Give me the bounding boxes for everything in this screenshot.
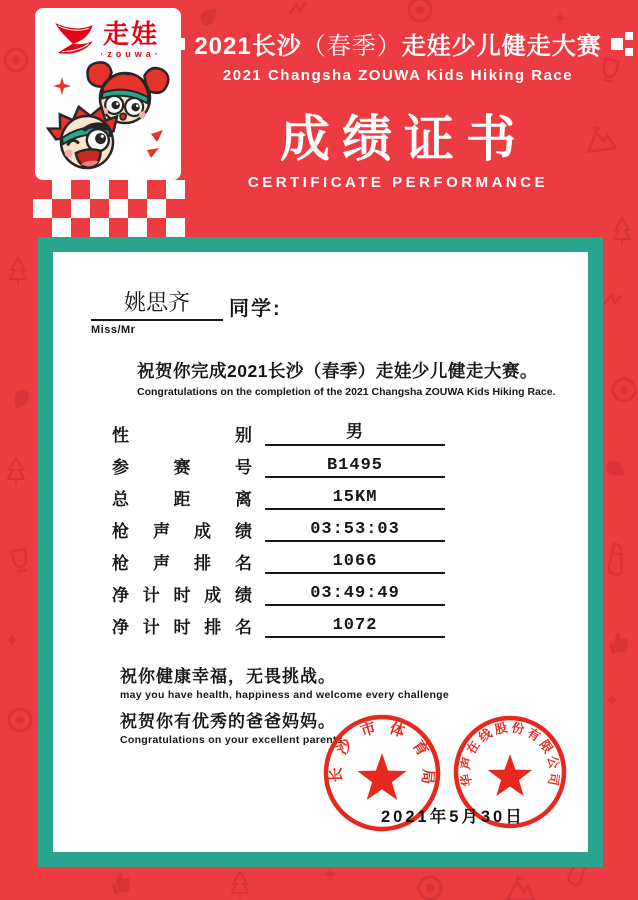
field-label: 参赛号 xyxy=(112,458,252,477)
congratulations-block xyxy=(137,358,588,398)
mascot-faces-icon xyxy=(35,56,181,180)
brand-name-en: ·zouwa· xyxy=(100,49,162,59)
pixel-squares-right-icon xyxy=(611,30,633,58)
event-title-row xyxy=(172,26,624,61)
field-value: 1066 xyxy=(265,552,445,574)
field-row xyxy=(112,542,588,574)
checker-cell xyxy=(71,199,90,218)
star-icon xyxy=(488,754,532,796)
field-label: 净计时成绩 xyxy=(112,586,252,605)
checker-cell xyxy=(128,199,147,218)
field-value: 03:53:03 xyxy=(265,520,445,542)
checker-cell xyxy=(109,180,128,199)
congratulations-cn: 祝贺你完成2021长沙（春季）走娃少儿健走大赛。 xyxy=(137,361,538,381)
field-label: 性别 xyxy=(112,426,252,445)
checkerboard-decor xyxy=(33,180,185,237)
zouwa-logo-icon xyxy=(54,21,94,57)
header xyxy=(172,26,624,191)
checker-cell xyxy=(147,180,166,199)
certificate-body xyxy=(53,252,588,852)
certificate-frame xyxy=(38,237,603,867)
checker-cell xyxy=(90,199,109,218)
field-label: 枪声排名 xyxy=(112,554,252,573)
checker-cell xyxy=(147,218,166,237)
recipient-suffix: 同学: xyxy=(229,298,282,320)
field-label: 净计时排名 xyxy=(112,618,252,637)
svg-text:华声在线股份有限公司: 华声在线股份有限公司 xyxy=(458,720,562,788)
field-row xyxy=(112,510,588,542)
wish-cn: 祝贺你有优秀的爸爸妈妈。 xyxy=(120,712,336,731)
recipient-name: 姚思齐 xyxy=(91,286,223,321)
svg-text:长沙市体育局: 长沙市体育局 xyxy=(327,719,437,785)
field-row xyxy=(112,478,588,510)
brand-name-cn: 走娃 xyxy=(102,19,159,49)
checker-cell xyxy=(33,199,52,218)
salutation-note: Miss/Mr xyxy=(91,324,136,336)
event-title-en: 2021 Changsha ZOUWA Kids Hiking Race xyxy=(222,67,574,84)
checker-cell xyxy=(52,218,71,237)
congratulations-en: Congratulations on the completion of the 2021 Changsha ZOUWA Kids Hiking Race. xyxy=(137,386,556,398)
wish-cn: 祝你健康幸福，无畏挑战。 xyxy=(120,667,336,686)
field-row xyxy=(112,606,588,638)
star-icon xyxy=(357,753,406,800)
field-label: 总距离 xyxy=(112,490,252,509)
wish-en: may you have health, happiness and welcome every challenge xyxy=(120,689,450,701)
field-row xyxy=(112,574,588,606)
field-value: 15KM xyxy=(265,488,445,510)
field-label: 枪声成绩 xyxy=(112,522,252,541)
checker-cell xyxy=(52,180,71,199)
brand-card xyxy=(35,8,181,180)
sparkle-icon xyxy=(53,77,71,95)
checker-cell xyxy=(166,199,185,218)
checker-cell xyxy=(52,199,71,218)
checker-cell xyxy=(90,218,109,237)
wish-item xyxy=(120,662,588,701)
checker-cell xyxy=(166,180,185,199)
event-title: 2021长沙（春季）走娃少儿健走大赛 xyxy=(194,32,602,60)
field-value: 03:49:49 xyxy=(265,584,445,606)
checker-cell xyxy=(128,218,147,237)
certificate-title-en: CERTIFICATE PERFORMANCE xyxy=(247,174,549,191)
triangle-accents-icon xyxy=(147,130,163,158)
checker-cell xyxy=(33,218,52,237)
checker-cell xyxy=(71,180,90,199)
checker-cell xyxy=(166,218,185,237)
field-value: B1495 xyxy=(265,456,445,478)
checker-cell xyxy=(109,199,128,218)
field-value: 1072 xyxy=(265,616,445,638)
recipient-row xyxy=(91,286,588,321)
checker-cell xyxy=(71,218,90,237)
certificate-date: 2021年5月30日 xyxy=(381,808,525,826)
certificate-title: 成绩证书 xyxy=(280,111,528,167)
checker-cell xyxy=(109,218,128,237)
field-value: 男 xyxy=(265,417,445,446)
wish-en: Congratulations on your excellent parents xyxy=(120,734,343,746)
checker-cell xyxy=(147,199,166,218)
checker-cell xyxy=(128,180,147,199)
field-row xyxy=(112,446,588,478)
result-fields xyxy=(112,414,588,638)
field-row xyxy=(112,414,588,446)
checker-cell xyxy=(90,180,109,199)
checker-cell xyxy=(33,180,52,199)
